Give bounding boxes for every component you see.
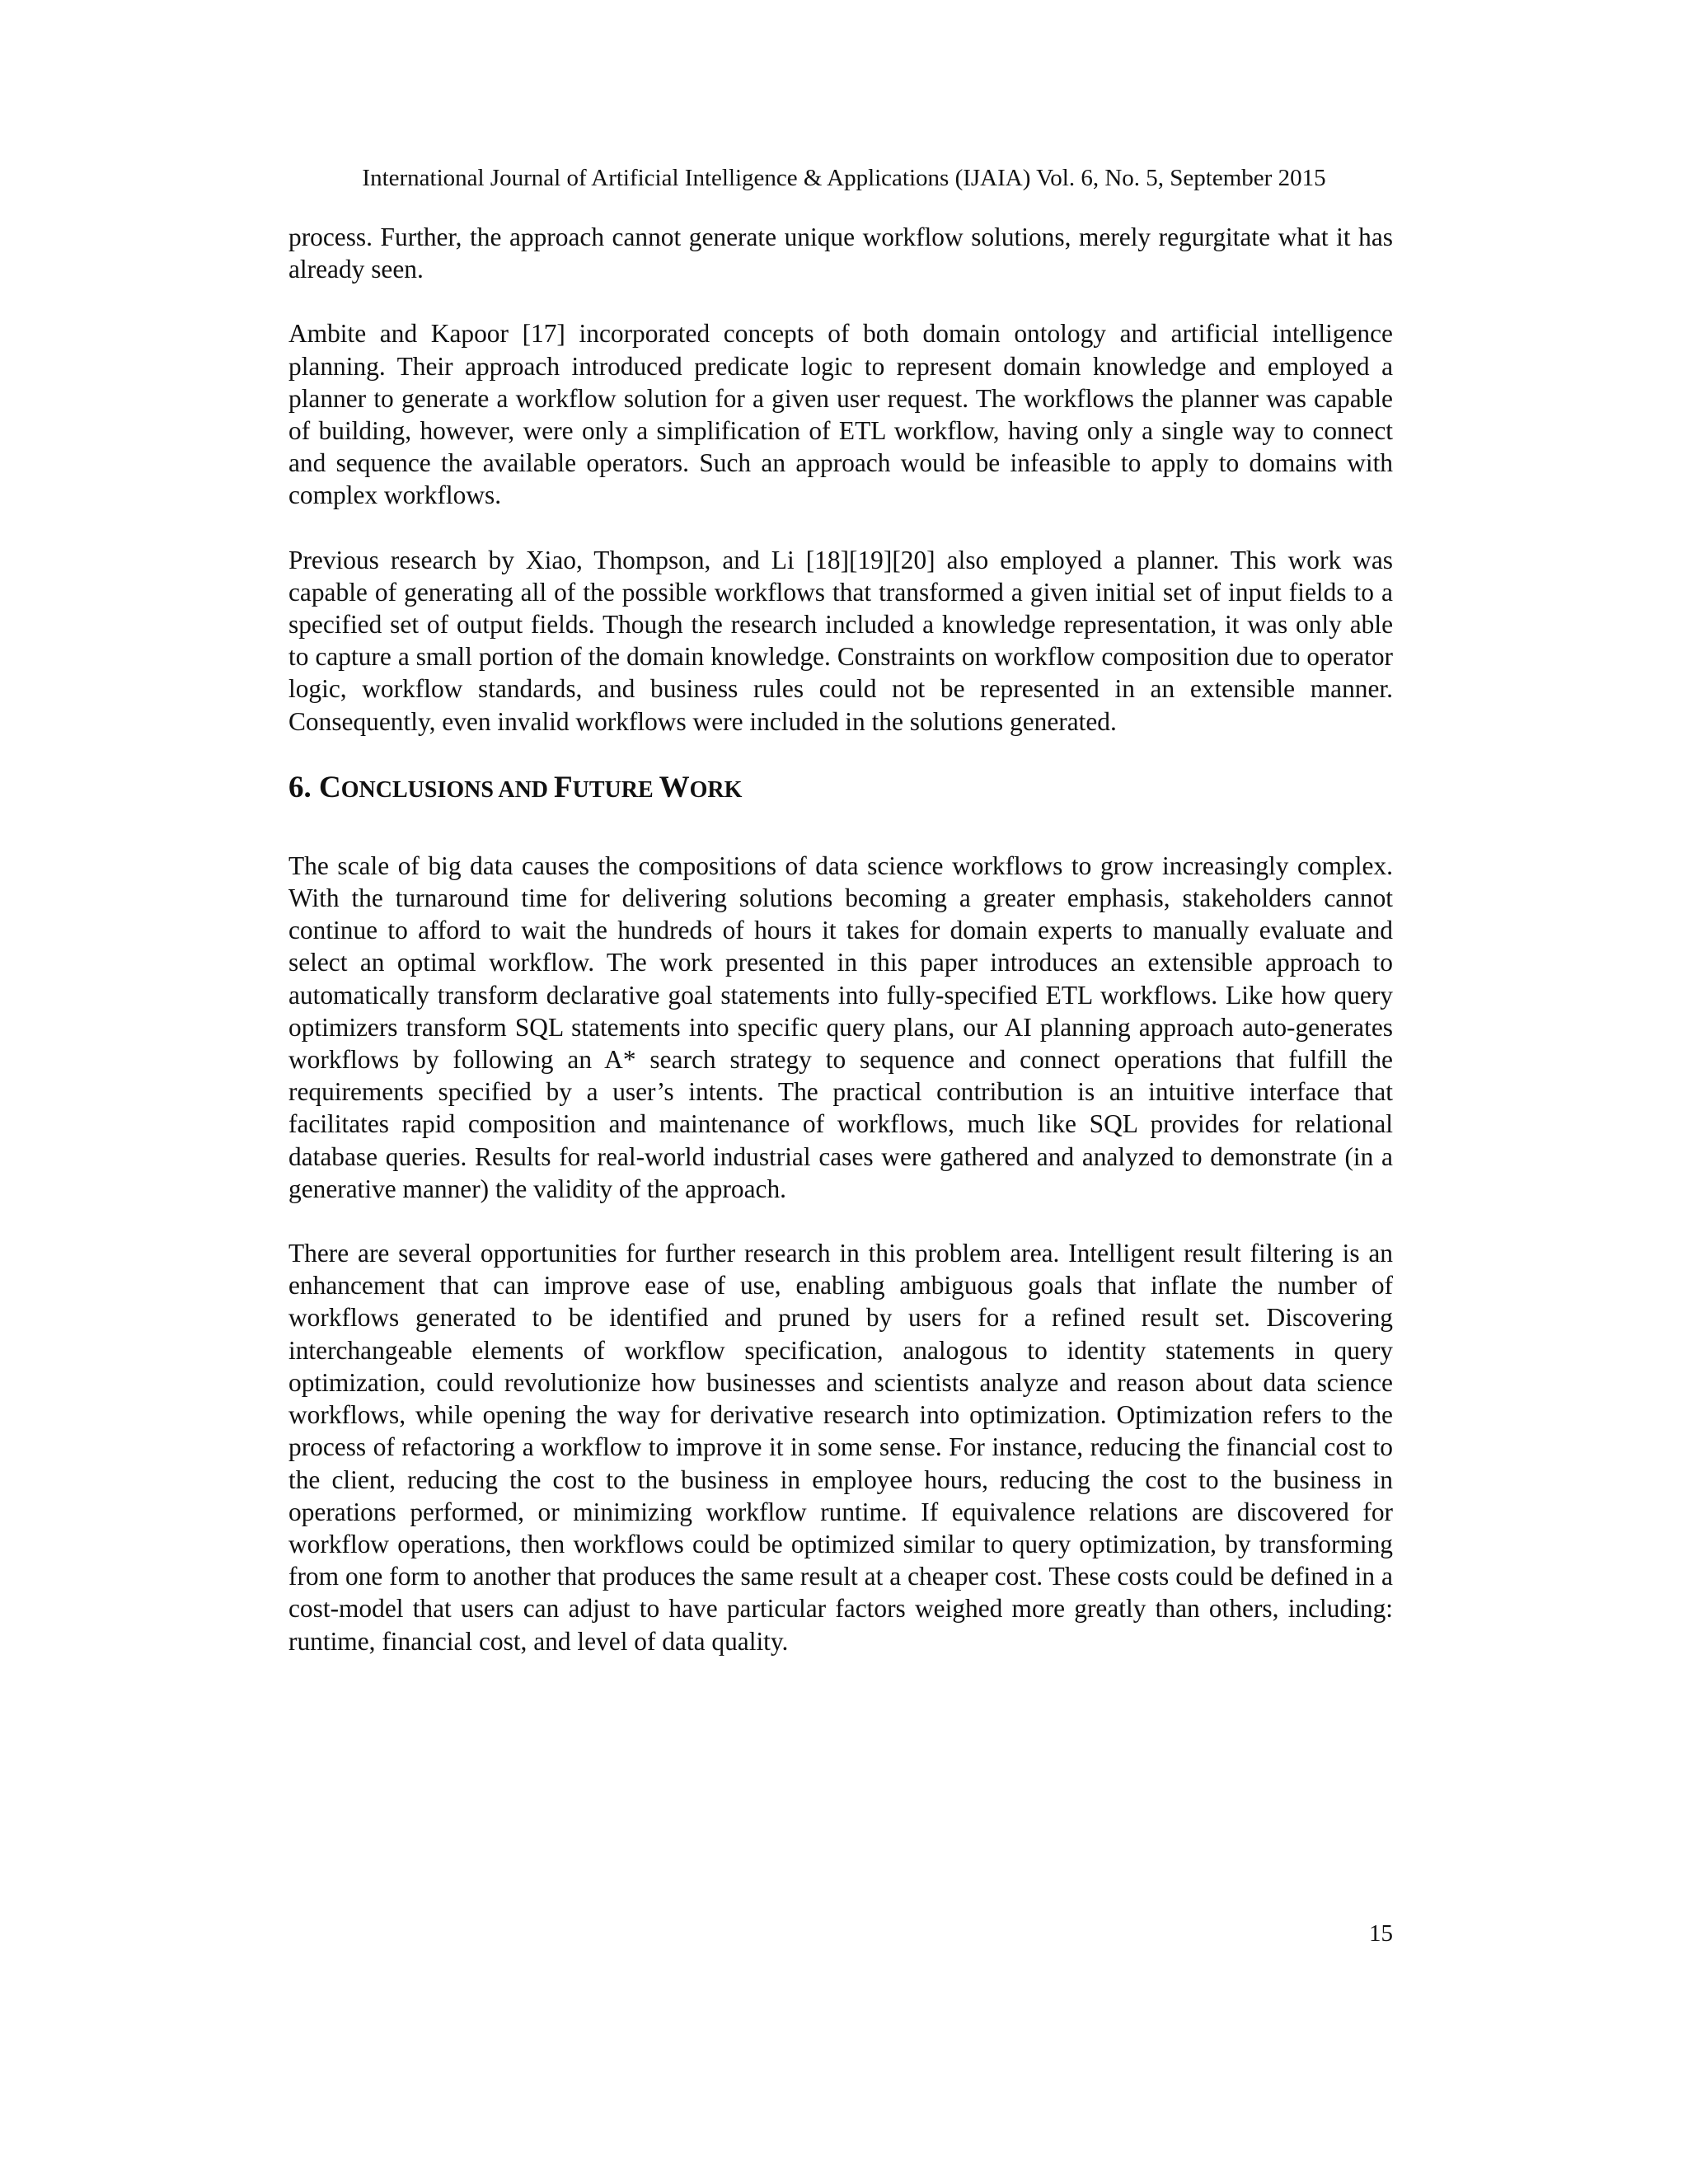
section-title-part: ONCLUSIONS AND [340, 776, 555, 803]
section-title-part: UTURE [572, 776, 659, 803]
paragraph: The scale of big data causes the compositions of data science workflows to grow increasingly complex. With the turnaround time for delivering solutions becoming a greater emphasis, stakeholders cannot continue to afford to wait the hundreds of hours it takes for domain experts to manually evaluate and select an optimal workflow. The work presented in this paper introduces an extensible approach to automatically transform declarative goal statements into fully-specified ETL workflows. Like how query optimizers transform SQL statements into specific query plans, our AI planning approach auto-generates workflows by following an A* search strategy to sequence and connect operations that fulfill the requirements specified by a user’s intents. The practical contribution is an intuitive interface that facilitates rapid composition and maintenance of workflows, much like SQL provides for relational database queries. Results for real-world industrial cases were gathered and analyzed to demonstrate (in a generative manner) the validity of the approach. [288, 851, 1393, 1203]
body-text [288, 221, 1393, 1690]
section-title-part: C [319, 770, 341, 804]
paragraph: Ambite and Kapoor [17] incorporated concepts of both domain ontology and artificial intelligence planning. Their approach introduced predicate logic to represent domain knowledge and employed a planner to generate a workflow solution for a given user request. The workflows the planner was capable of building, however, were only a simplification of ETL workflow, having only a single way to connect and sequence the available operators. Such an approach would be infeasible to apply to domains with complex workflows. [288, 319, 1393, 510]
section-heading [288, 771, 1393, 808]
page-number: 15 [1369, 1920, 1393, 1947]
paragraph: process. Further, the approach cannot generate unique workflow solutions, merely regurgitate what it has already seen. [288, 223, 1393, 284]
section-title-part: F [554, 770, 573, 804]
paragraph: Previous research by Xiao, Thompson, and Li [18][19][20] also employed a planner. This work was capable of generating all of the possible workflows that transformed a given initial set of input fields to a specified set of output fields. Though the research included a knowledge representation, it was only able to capture a small portion of the domain knowledge. Constraints on workflow composition due to operator logic, workflow standards, and business rules could not be represented in an extensible manner. Consequently, even invalid workflows were included in the solutions generated. [288, 545, 1393, 736]
section-number: 6. [288, 770, 312, 804]
section-title-part: W [659, 770, 690, 804]
running-header: International Journal of Artificial Intelligence & Applications (IJAIA) Vol. 6, No. 5, September 2015 [362, 165, 1326, 191]
paragraph: There are several opportunities for further research in this problem area. Intelligent result filtering is an enhancement that can improve ease of use, enabling ambiguous goals that inflate the number of workflows generated to be identified and pruned by users for a refined result set. Discovering interchangeable elements of workflow specification, analogous to identity statements in query optimization, could revolutionize how businesses and scientists analyze and reason about data science workflows, while opening the way for derivative research into optimization. Optimization refers to the process of refactoring a workflow to improve it in some sense. For instance, reducing the financial cost to the client, reducing the cost to the business in employee hours, reducing the cost to the business in operations performed, or minimizing workflow runtime. If equivalence relations are discovered for workflow operations, then workflows could be optimized similar to query optimization, by transforming from one form to another that produces the same result at a cheaper cost. These costs could be defined in a cost-model that users can adjust to have particular factors weighed more greatly than others, including: runtime, financial cost, and level of data quality. [288, 1239, 1393, 1656]
section-title-part: ORK [689, 776, 743, 803]
